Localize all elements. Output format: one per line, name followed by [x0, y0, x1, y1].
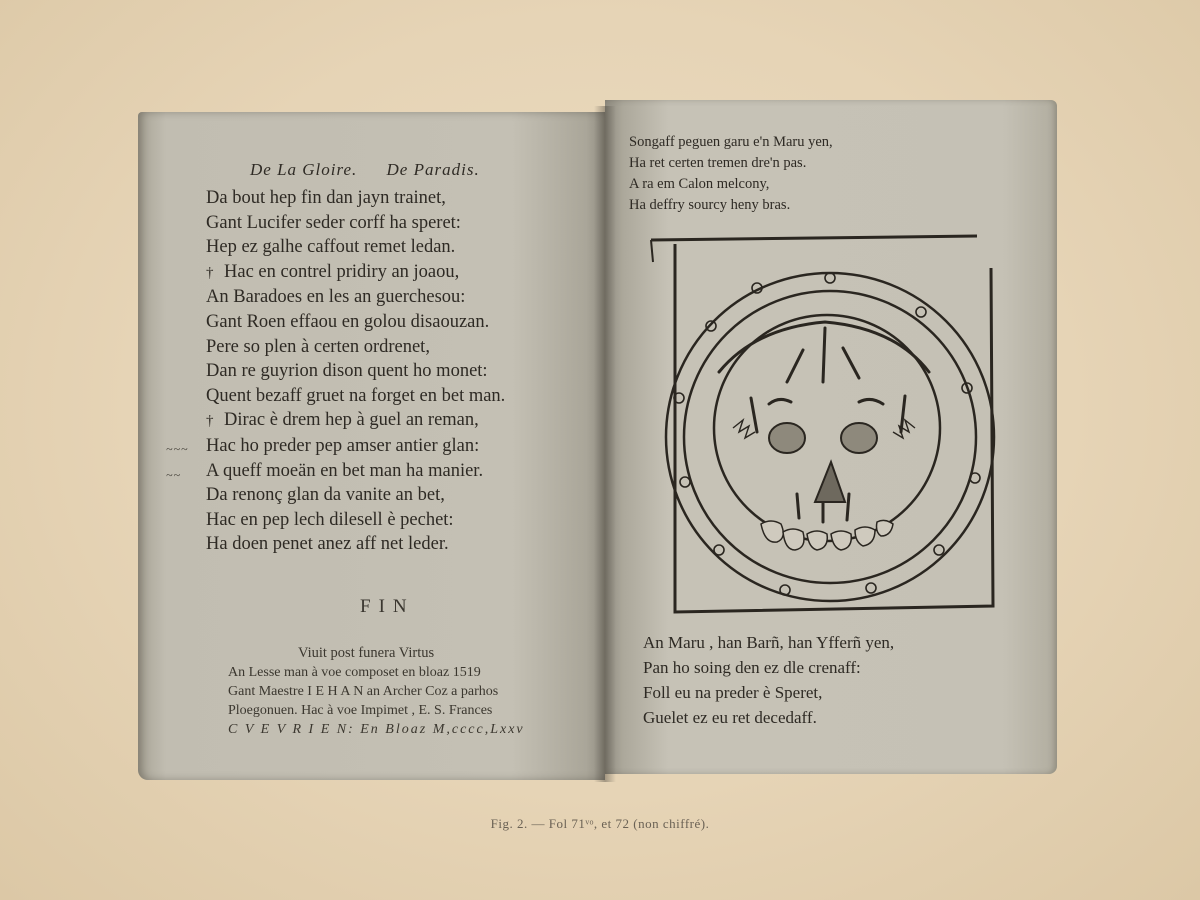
verse-line [206, 359, 505, 384]
verse-line: Ha ret certen tremen dre'n pas. [629, 155, 807, 171]
verse-line [206, 310, 505, 335]
verse-text: Pere so plen à certen ordrenet, [206, 336, 430, 357]
fin-heading: FIN [360, 596, 415, 617]
colophon-line: An Lesse man à voe composet en bloaz 1519 [228, 665, 481, 680]
verse-line [206, 532, 505, 557]
verse-text: Quent bezaff gruet na forget en bet man. [206, 385, 506, 406]
dagger-mark: † [206, 264, 214, 281]
colophon-line: Ploegonuen. Hac à voe Impimet , E. S. Frances [228, 703, 493, 718]
verse-text: Dirac è drem hep à guel an reman, [224, 410, 479, 431]
verse-line: A ra em Calon melcony, [629, 176, 770, 192]
skull-woodcut [645, 232, 997, 616]
verse-text: A queff moeän en bet man ha manier. [206, 460, 484, 481]
verse-line: Foll eu na preder è Speret, [643, 683, 823, 702]
verse-line: Songaff peguen garu e'n Maru yen, [629, 134, 833, 150]
verse-text: Dan re guyrion dison quent ho monet: [206, 361, 488, 382]
verse-text: Gant Roen effaou en golou disaouzan. [206, 311, 490, 332]
verse-line [206, 508, 505, 533]
dagger-mark: † [206, 413, 214, 430]
heading-gloire: De La Gloire. [250, 160, 358, 179]
verse-text: Hac ho preder pep amser antier glan: [206, 435, 480, 456]
verse-line [206, 235, 505, 260]
margin-annotation: ~ ~ ~ [166, 442, 187, 456]
verse-text: Da bout hep fin dan jayn trainet, [206, 188, 446, 208]
verse-text: Da renonç glan da vanite an bet, [206, 485, 445, 506]
verse-text: Hac en contrel pridiry an joaou, [224, 261, 460, 282]
verse-line: Guelet ez eu ret decedaff. [643, 708, 817, 727]
verse-line [206, 186, 505, 211]
heading-paradis: De Paradis. [386, 160, 480, 179]
colophon [228, 644, 605, 739]
colophon-motto: Viuit post funera Virtus [298, 645, 435, 661]
verse-line [206, 211, 505, 236]
verse-line [206, 434, 505, 459]
verse-line: Ha deffry sourcy heny bras. [629, 197, 791, 213]
right-page-top-verse [629, 132, 833, 216]
verse-line [206, 483, 505, 508]
verse-line [206, 260, 505, 286]
book-spine [594, 106, 616, 782]
colophon-line: C V E V R I E N: En Bloaz M,cccc,Lxxv [228, 722, 525, 737]
verse-line [206, 384, 505, 409]
right-page [605, 100, 1057, 774]
verse-line [206, 335, 505, 360]
margin-annotation: ~ ~ [166, 468, 179, 482]
left-page-heading [250, 160, 504, 180]
right-page-bottom-verse [643, 630, 894, 730]
verse-text: Ha doen penet anez aff net leder. [206, 534, 449, 555]
verse-text: Hep ez galhe caffout remet ledan. [206, 237, 456, 258]
verse-line: Pan ho soing den ez dle crenaff: [643, 658, 861, 677]
verse-text: An Baradoes en les an guerchesou: [206, 287, 466, 308]
verse-text: Gant Lucifer seder corff ha speret: [206, 212, 461, 233]
verse-text: Hac en pep lech dilesell è pechet: [206, 509, 454, 530]
left-page [138, 112, 605, 780]
open-book [132, 98, 1060, 788]
left-page-verse [206, 186, 505, 557]
colophon-line: Gant Maestre I E H A N an Archer Coz a parhos [228, 684, 499, 699]
verse-line [206, 285, 505, 310]
verse-line: An Maru , han Barñ, han Yfferñ yen, [643, 633, 895, 652]
verse-line [206, 408, 505, 434]
verse-line [206, 459, 505, 484]
figure-caption: Fig. 2. — Fol 71ᵛᵒ, et 72 (non chiffré). [490, 816, 710, 831]
skull-woodcut-illustration [645, 232, 997, 616]
